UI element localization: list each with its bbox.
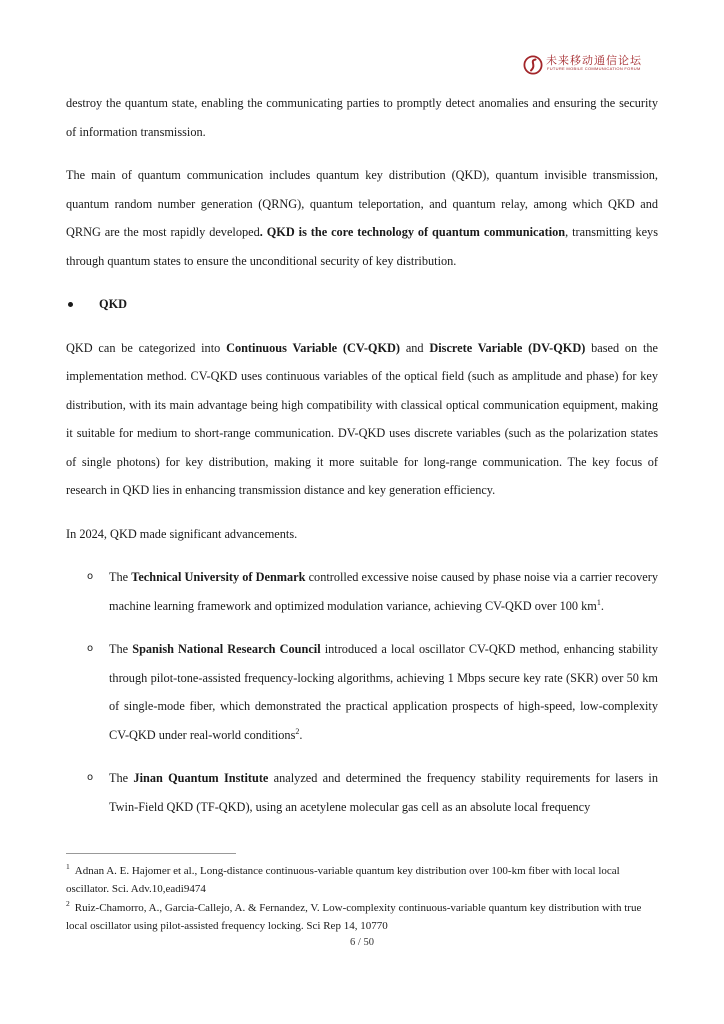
list-item: o The Spanish National Research Council introduced a local oscillator CV-QKD method, enhancing stability through pilot-tone-assisted frequency-locking algorithms, achieving 1 Mbps secure key rate (SKR) over 50 km of single-mode fiber, which demonstrated the practical application prospects of high-speed, low-complexity CV-QKD under real-world conditions$^2$. xyxy=(66,635,658,749)
footnotes xyxy=(66,862,658,936)
logo-text: 未来移动通信论坛 xyxy=(546,54,642,67)
footnote-number: 2 xyxy=(66,899,70,909)
paragraph-security: destroy the quantum state, enabling the communicating parties to promptly detect anomalies and ensuring the security of information transmission. xyxy=(66,96,658,139)
forum-logo xyxy=(523,54,653,76)
circle-bullet-icon: o xyxy=(87,772,94,783)
list-item: o The Technical University of Denmark controlled excessive noise caused by phase noise via a carrier recovery machine learning framework and optimized modulation variance, achieving CV-QKD over 100 $km^1$. xyxy=(66,563,658,620)
paragraph-2024-advancements: In 2024, QKD made significant advancements. xyxy=(66,526,298,541)
footnote-ref[interactable]: 1 xyxy=(596,597,601,607)
forum-logo-icon xyxy=(523,55,543,75)
paragraph-qkd-categories: QKD can be categorized into Continuous Variable (CV-QKD) and Discrete Variable (DV-QKD) based on the implementation method. CV-QKD uses continuous variables of the optical field (such as amplitude and phase) for key distribution, with its main advantage being high compatibility with classical optical communication equipment, making it suitable for medium to short-range communication. DV-QKD uses discrete variables (such as the polarization states of single photons) for key distribution, making it more suitable for long-range communication. The key focus of research in QKD lies in enhancing transmission distance and key generation efficiency. xyxy=(66,340,658,497)
bullet-icon xyxy=(68,302,73,307)
logo-subtext: FUTURE MOBILE COMMUNICATION FORUM xyxy=(547,66,641,71)
bold-cv-qkd: Continuous Variable (CV-QKD) xyxy=(226,340,401,355)
page-body xyxy=(66,89,658,836)
circle-bullet-icon: o xyxy=(87,643,94,654)
list-item: o The Jinan Quantum Institute analyzed and determined the frequency stability requirements for lasers in Twin-Field QKD (TF-QKD), using an acetylene molecular gas cell as an absolute local frequency xyxy=(66,764,658,821)
footnote-ref[interactable]: 2 xyxy=(295,726,300,736)
footnote-2: $^2$ Ruiz-Chamorro, A., Garcia-Callejo, A. & Fernandez, V. Low-complexity continuous-variable quantum key distribution with true local oscillator using pilot-assisted frequency locking. Sci Rep 14, 10770 xyxy=(66,899,642,932)
paragraph-quantum-communication: The main of quantum communication includes quantum key distribution (QKD), quantum invisible transmission, quantum random number generation (QRNG), quantum teleportation, and quantum relay, among which QKD and QRNG are the most rapidly developed. QKD is the core technology of quantum communication, transmitting keys through quantum states to ensure the unconditional security of key distribution. xyxy=(66,168,658,268)
bold-qkd-core: . QKD is the core technology of quantum communication xyxy=(259,225,566,239)
org-name: Spanish National Research Council xyxy=(132,642,321,656)
org-name: Technical University of Denmark xyxy=(131,570,306,584)
section-bullet-qkd xyxy=(66,290,658,319)
page-number: 6 / 50 xyxy=(350,937,374,948)
footnote-divider xyxy=(66,853,236,854)
circle-bullet-icon: o xyxy=(87,571,94,582)
section-heading: QKD xyxy=(99,297,128,311)
footnote-1: $^1$ Adnan A. E. Hajomer et al., Long-distance continuous-variable quantum key distribution over 100-km fiber with local local oscillator. Sci. Adv.10,eadi9474 xyxy=(66,862,620,895)
footnote-number: 1 xyxy=(66,862,70,872)
bold-dv-qkd: Discrete Variable (DV-QKD) xyxy=(429,340,586,355)
org-name: Jinan Quantum Institute xyxy=(133,771,269,785)
